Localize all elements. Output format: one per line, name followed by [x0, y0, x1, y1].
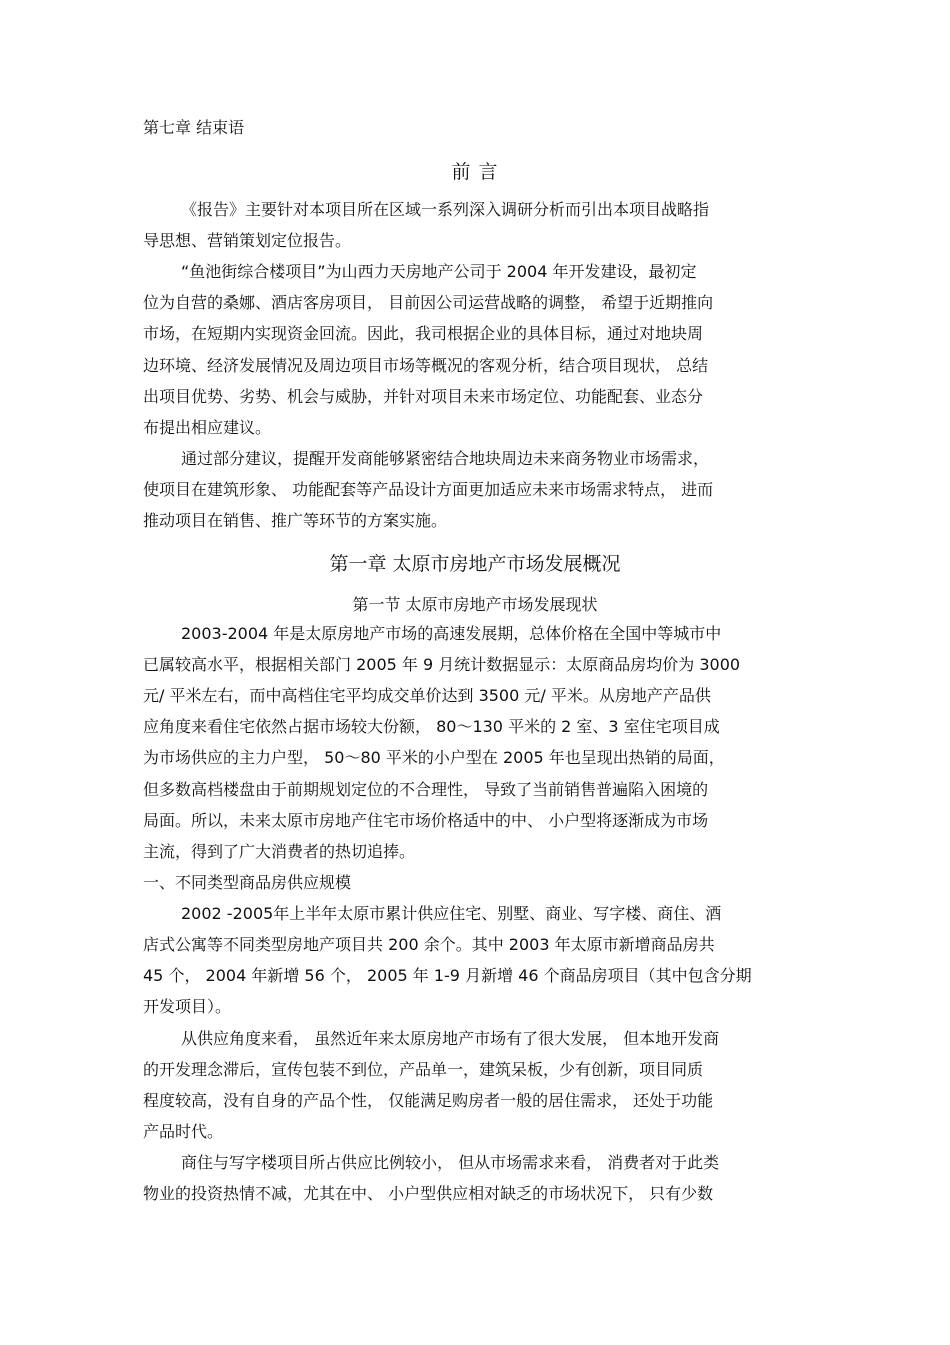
section1-p2-line: 45 个， 2004 年新增 56 个， 2005 年 1-9 月新增 46 个商品房项目（其中包含分期: [143, 966, 752, 985]
section1-title: 第一节 太原市房地产市场发展现状: [352, 595, 598, 614]
subheading-supply-scale: 一、不同类型商品房供应规模: [143, 873, 352, 892]
preface-p2-line: 边环境、经济发展情况及周边项目市场等概况的客观分析，结合项目现状， 总结: [143, 356, 709, 375]
preface-p2-line: 出项目优势、劣势、机会与威胁，并针对项目未来市场定位、功能配套、业态分: [143, 387, 704, 406]
section1-p4-line: 商住与写字楼项目所占供应比例较小， 但从市场需求来看， 消费者对于此类: [181, 1153, 720, 1172]
preface-p3-line: 推动项目在销售、推广等环节的方案实施。: [143, 511, 448, 530]
preface-p3-line: 通过部分建议，提醒开发商能够紧密结合地块周边未来商务物业市场需求，: [181, 449, 710, 468]
section1-p1-line: 已属较高水平，根据相关部门 2005 年 9 月统计数据显示：太原商品房均价为 3000: [143, 655, 741, 674]
section1-p1-line: 应角度来看住宅依然占据市场较大份额， 80～130 平米的 2 室、3 室住宅项目成: [143, 717, 720, 736]
preface-p2-line: 位为自营的桑娜、酒店客房项目， 目前因公司运营战略的调整， 希望于近期推向: [143, 293, 714, 312]
section1-p1-line: 主流，得到了广大消费者的热切追捧。: [143, 842, 416, 861]
section1-p2-line: 店式公寓等不同类型房地产项目共 200 余个。其中 2003 年太原市新增商品房共: [143, 935, 715, 954]
section1-p1-line: 但多数高档楼盘由于前期规划定位的不合理性， 导致了当前销售普遍陷入困境的: [143, 780, 709, 799]
preface-p3-line: 使项目在建筑形象、 功能配套等产品设计方面更加适应未来市场需求特点， 进而: [143, 480, 714, 499]
preface-p1-line: 导思想、营销策划定位报告。: [143, 231, 352, 250]
section1-p1-line: 元/ 平米左右，而中高档住宅平均成交单价达到 3500 元/ 平米。从房地产产品供: [143, 686, 711, 705]
section1-p3-line: 从供应角度来看， 虽然近年来太原房地产市场有了很大发展， 但本地开发商: [181, 1029, 720, 1048]
preface-p1-line: 《报告》主要针对本项目所在区域一系列深入调研分析而引出本项目战略指: [181, 200, 710, 219]
preface-p2-line: 布提出相应建议。: [143, 418, 272, 437]
toc-entry-chapter7: 第七章 结束语: [143, 118, 245, 137]
section1-p1-line: 为市场供应的主力户型， 50～80 平米的小户型在 2005 年也呈现出热销的局面，: [143, 748, 725, 767]
preface-title: 前 言: [451, 161, 499, 183]
chapter1-title: 第一章 太原市房地产市场发展概况: [329, 553, 621, 575]
section1-p3-line: 程度较高，没有自身的产品个性， 仅能满足购房者一般的居住需求， 还处于功能: [143, 1091, 714, 1110]
section1-p3-line: 产品时代。: [143, 1122, 224, 1141]
preface-p2-line: “鱼池街综合楼项目”为山西力天房地产公司于 2004 年开发建设，最初定: [181, 262, 697, 281]
section1-p3-line: 的开发理念滞后，宣传包装不到位，产品单一，建筑呆板，少有创新，项目同质: [143, 1060, 704, 1079]
section1-p1-line: 2003-2004 年是太原房地产市场的高速发展期，总体价格在全国中等城市中: [181, 624, 722, 643]
section1-p2-line: 2002 -2005年上半年太原市累计供应住宅、别墅、商业、写字楼、商住、酒: [181, 904, 722, 923]
section1-p1-line: 局面。所以，未来太原市房地产住宅市场价格适中的中、 小户型将逐渐成为市场: [143, 811, 709, 830]
preface-p2-line: 市场，在短期内实现资金回流。因此，我司根据企业的具体目标，通过对地块周: [143, 324, 704, 343]
section1-p2-line: 开发项目）。: [143, 997, 232, 1016]
section1-p4-line: 物业的投资热情不减，尤其在中、 小户型供应相对缺乏的市场状况下， 只有少数: [143, 1184, 714, 1203]
